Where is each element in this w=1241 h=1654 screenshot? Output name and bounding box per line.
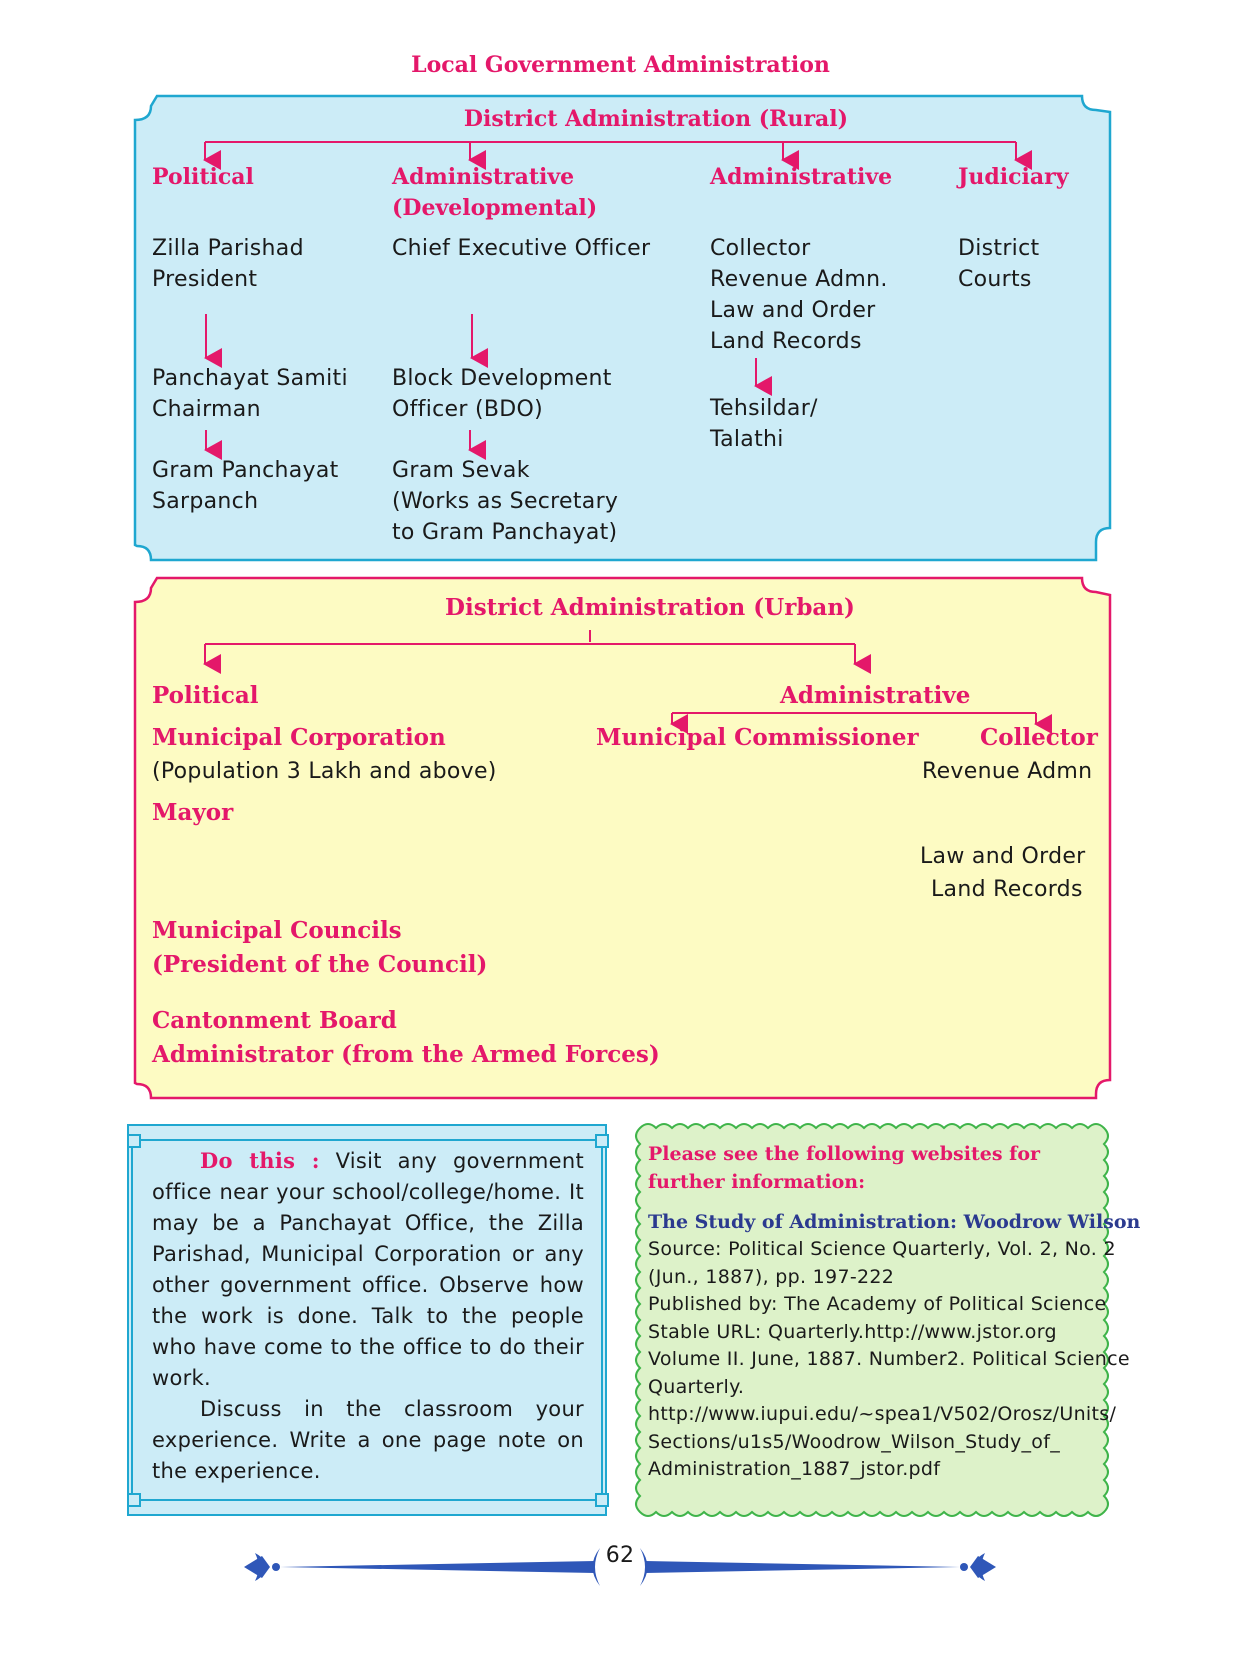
article-url-line-1[interactable]: http://www.iupui.edu/~spea1/V502/Orosz/Units/ xyxy=(648,1403,1117,1425)
rural-developmental-heading: Administrative (Developmental) xyxy=(392,164,598,221)
article-title: The Study of Administration: Woodrow Wilson xyxy=(648,1211,1141,1233)
urban-title: District Administration (Urban) xyxy=(445,594,855,621)
websites-heading: Please see the following websites for further information: xyxy=(648,1143,1041,1193)
urban-administrative-heading: Administrative xyxy=(780,682,971,709)
municipal-corporation: Municipal Corporation xyxy=(152,724,446,751)
do-this-paragraph-1: Do this : Visit any government office near your school/college/home. It may be a Panchayat Office, the Zilla Parishad, Municipal Corporation or any other government office. Observe how the work is done. Talk to the people who have come to the office to do their work. xyxy=(152,1148,584,1390)
law-and-order: Law and Order xyxy=(920,844,1086,869)
municipal-councils: Municipal Councils xyxy=(152,917,402,944)
websites-box xyxy=(648,1140,1141,1484)
do-this-paragraph-2: Discuss in the classroom your experience. Write a one page note on the experience. xyxy=(152,1397,584,1483)
page-title: Local Government Administration xyxy=(411,52,830,78)
council-president: (President of the Council) xyxy=(152,951,488,978)
gram-panchayat-item: Gram Panchayat Sarpanch xyxy=(152,458,339,514)
source-lines: Source: Political Science Quarterly, Vol. 2, No. 2 (Jun., 1887), pp. 197-222 Published by: The Academy of Political Science Stable URL: Quarterly.http://www.jstor.org Volume II. June, 1887. Number2. Political Science Quarterly. http://www.iupui.edu/~spea1/V502/Orosz/Units/ Sections/u1s5/Woodrow_Wilson_Study_of_ Administration_1887_jstor.pdf xyxy=(648,1236,1118,1484)
zilla-parishad-item: Zilla Parishad President xyxy=(152,236,304,292)
mayor: Mayor xyxy=(152,799,234,826)
bdo-item: Block Development Officer (BDO) xyxy=(392,366,612,422)
rural-political-heading: Political xyxy=(152,164,254,190)
article-url-line-2[interactable]: Sections/u1s5/Woodrow_Wilson_Study_of_ xyxy=(648,1430,1061,1453)
cantonment-board: Cantonment Board xyxy=(152,1007,397,1034)
panchayat-samiti-item: Panchayat Samiti Chairman xyxy=(152,366,348,422)
rural-judiciary-heading: Judiciary xyxy=(958,164,1069,190)
tehsildar-item: Tehsildar/ Talathi xyxy=(710,396,818,452)
cantonment-administrator: Administrator (from the Armed Forces) xyxy=(152,1041,660,1068)
gram-sevak-item: Gram Sevak (Works as Secretary to Gram Panchayat) xyxy=(392,458,619,545)
collector-item: Collector Revenue Admn. Law and Order Land Records xyxy=(710,236,888,354)
ceo-item: Chief Executive Officer xyxy=(392,236,651,261)
rural-title: District Administration (Rural) xyxy=(463,106,849,132)
revenue-admn: Revenue Admn xyxy=(922,759,1093,784)
corporation-population-note: (Population 3 Lakh and above) xyxy=(152,759,497,784)
urban-political-heading: Political xyxy=(152,682,259,709)
do-this-label: Do this : xyxy=(200,1148,320,1173)
rural-administrative-heading: Administrative xyxy=(710,164,893,190)
municipal-commissioner: Municipal Commissioner xyxy=(596,724,919,751)
article-url-line-3[interactable]: Administration_1887_jstor.pdf xyxy=(648,1458,941,1480)
district-courts-item: District Courts xyxy=(958,236,1040,292)
do-this-box xyxy=(152,1145,584,1487)
land-records: Land Records xyxy=(931,877,1083,902)
urban-collector: Collector xyxy=(980,724,1098,751)
page-number: 62 xyxy=(605,1543,635,1568)
